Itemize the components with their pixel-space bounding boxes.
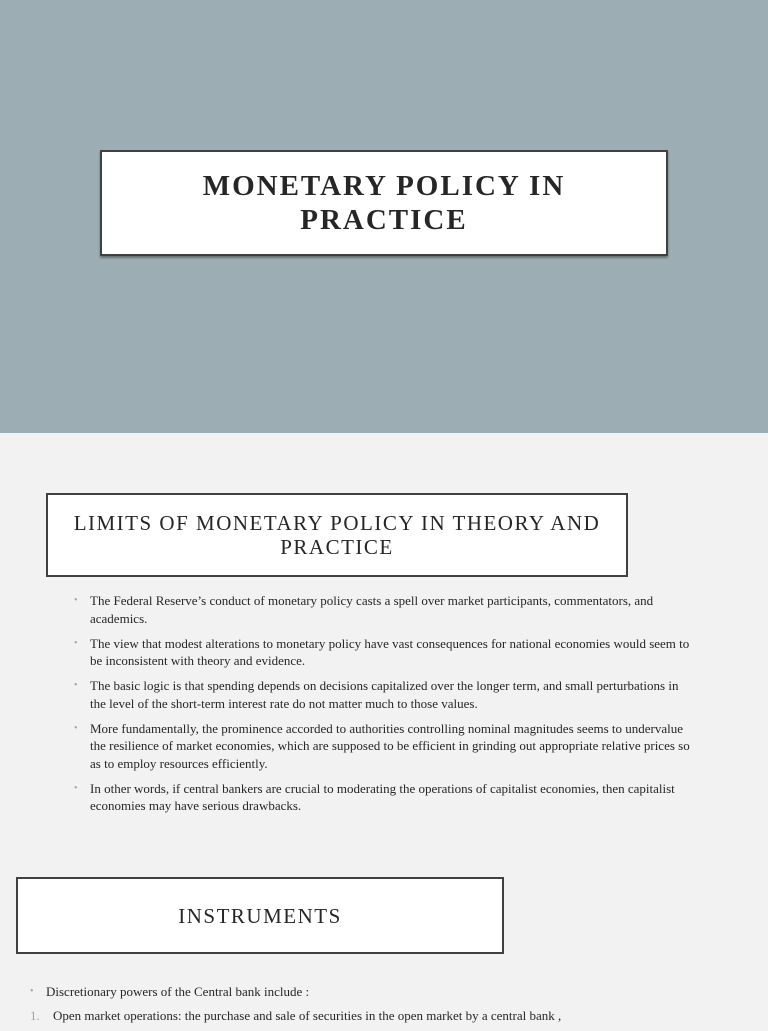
bullet-icon: • (74, 595, 78, 606)
list-item (74, 635, 690, 670)
list-item (74, 780, 690, 815)
title-slide (0, 0, 768, 433)
item-text: Open market operations: the purchase and sale of securities in the open market by a central bank , (53, 1008, 562, 1023)
list-item (74, 592, 690, 627)
bullet-text: In other words, if central bankers are crucial to moderating the operations of capitalist economies, then capitalist economies may have serious drawbacks. (90, 780, 675, 813)
limits-heading-box (46, 493, 628, 577)
bullet-icon: • (74, 637, 78, 649)
bullet-icon: • (74, 782, 78, 794)
list-item (74, 720, 690, 773)
title-box (100, 150, 668, 256)
list-item (30, 983, 730, 1000)
slide-title-line-2: PRACTICE (300, 204, 468, 236)
bullet-text: The Federal Reserve’s conduct of monetary policy casts a spell over market participants, commentators, and academics. (90, 593, 654, 626)
bullet-icon: • (74, 680, 78, 691)
instruments-heading: INSTRUMENTS (178, 903, 342, 928)
list-item (30, 1007, 730, 1024)
bullet-text: The view that modest alterations to monetary policy have vast consequences for national economies would seem to be inconsistent with theory and evidence. (90, 635, 690, 668)
bullet-icon: • (74, 722, 78, 734)
bullet-text: More fundamentally, the prominence accorded to authorities controlling nominal magnitudes seems to undervalue the resilience of market economies, which are supposed to be efficient in grinding out appropriate relative prices so as to employ resources efficiently. (90, 720, 690, 771)
bullet-text: The basic logic is that spending depends on decisions capitalized over the longer term, and small perturbations in the level of the short-term interest rate do not matter much to those values. (90, 678, 679, 711)
item-number: 1. (30, 1008, 40, 1023)
slide-title-line-1: MONETARY POLICY IN (202, 170, 566, 202)
instruments-heading-box (16, 877, 504, 954)
limits-bullet-list (74, 592, 690, 822)
slide-title (203, 169, 566, 237)
list-item (74, 677, 690, 712)
limits-heading: LIMITS OF MONETARY POLICY IN THEORY AND PRACTICE (73, 511, 601, 559)
instruments-intro: Discretionary powers of the Central bank include : (46, 984, 310, 999)
bullet-icon: • (30, 986, 34, 997)
